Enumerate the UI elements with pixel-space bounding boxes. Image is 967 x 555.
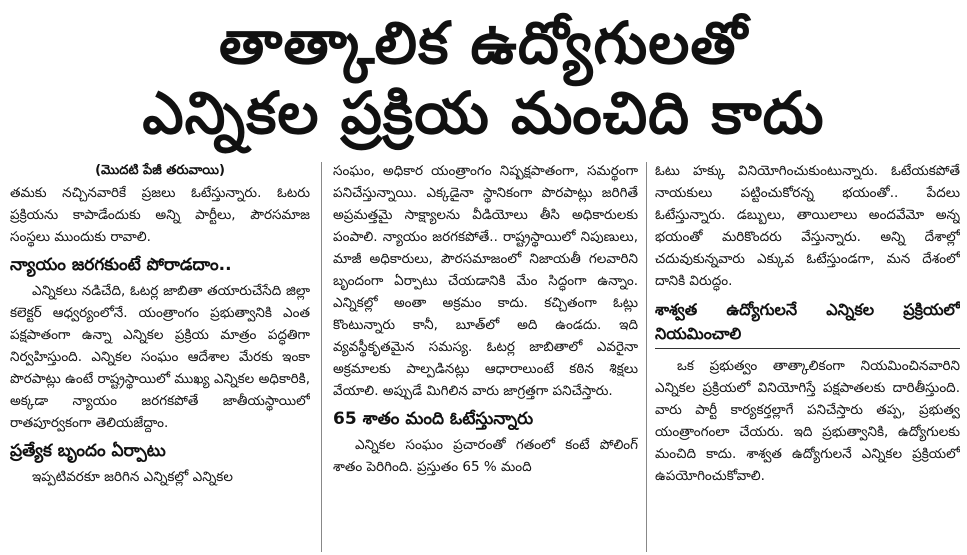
article-column-1 (10, 160, 310, 552)
paragraph: సంఘం, అధికార యంత్రాంగం నిష్పక్షపాతంగా, సమర్థంగా పనిచేస్తున్నాయి. ఎక్కడైనా స్థానికంగా పొరపాట్లు జరిగితే అప్రమత్తమై సాక్ష్యాలను వీడియోలు తీసి అధికారులకు పంపాలి. న్యాయం జరగకపోతే.. రాష్ట్రస్థాయిలో నిపుణులు, మాజీ అధికారులు, పౌరసమాజంలో నిజాయతీ గలవారిని బృందంగా ఏర్పాటు చేయడానికి మేం సిద్ధంగా ఉన్నాం. ఎన్నికల్లో అంతా అక్రమం కాదు. కచ్చితంగా ఓట్లు కొంటున్నారు కానీ, బూత్‌లో అది ఉండదు. ఇది వ్యవస్థీకృతమైన సమస్య. ఓటర్ల జాబితాలో ఎవరైనా అక్రమాలకు పాల్పడినట్లు ఆధారాలుంటే కఠిన శిక్షలు వేయాలి. అప్పుడే మిగిలిన వారు జాగ్రత్తగా పనిచేస్తారు. (333, 163, 638, 399)
paragraph: ఓటు హక్కు వినియోగించుకుంటున్నారు. ఓటేయకపోతే నాయకులు పట్టించుకోరన్న భయంతో.. పేదలు ఓటేస్తున్నారు. డబ్బులు, తాయిలాలు అందవేమో అన్న భయంతో మరికొందరు వేస్తున్నారు. అన్ని దేశాల్లో చదువుకున్నవారు ఎక్కువ ఓటేస్తుండగా, మన దేశంలో దానికి విరుద్ధం. (655, 163, 960, 289)
paragraph: ఎన్నికలు నడిచేది, ఓటర్ల జాబితా తయారుచేసేది జిల్లా కలెక్టర్ ఆధ్వర్యంలోనే. యంత్రాంగం ప్రభుత్వానికి ఎంత పక్షపాతంగా ఉన్నా ఎన్నికల ప్రక్రియ మాత్రం పద్ధతిగా నిర్వహిస్తుంది. ఎన్నికల సంఘం ఆదేశాల మేరకు ఇంకా పొరపాట్లు ఉంటే రాష్ట్రస్థాయిలో ముఖ్య ఎన్నికల అధికారికి, అక్కడా న్యాయం జరగకపోతే జాతీయస్థాయిలో రాతపూర్వకంగా తెలియజేద్దాం. (10, 283, 310, 431)
column-divider-1 (321, 162, 322, 552)
subheading: న్యాయం జరగకుంటే పోరాడదాం.. (10, 255, 232, 275)
subheading: శాశ్వత ఉద్యోగులనే ఎన్నికల ప్రక్రియలో నియమించాలి (655, 298, 960, 349)
paragraph: ఒక ప్రభుత్వం తాత్కాలికంగా నియమించినవారిని ఎన్నికల ప్రక్రియలో వినియోగిస్తే పక్షపాతలకు దారితీస్తుంది. వారు పార్టీ కార్యకర్తల్లాగే పనిచేస్తారు తప్ప, ప్రభుత్వ యంత్రాంగంలా చేయరు. ఇది ప్రభుత్వానికి, ఉద్యోగులకు మంచిది కాదు. శాశ్వత ఉద్యోగులనే ఎన్నికల ప్రక్రియలో ఉపయోగించుకోవాలి. (655, 358, 960, 484)
headline-line-2: ఎన్నికల ప్రక్రియ మంచిది కాదు (142, 79, 825, 147)
subheading: 65 శాతం మంది ఓటేస్తున్నారు (333, 409, 534, 429)
article-column-3 (655, 160, 960, 552)
article-column-2 (333, 160, 638, 552)
headline-line-1: తాత్కాలిక ఉద్యోగులతో (219, 9, 748, 77)
paragraph: తమకు నచ్చినవారికే ప్రజలు ఓటేస్తున్నారు. ఓటరు ప్రక్రియను కాపాడేందుకు అన్ని పార్టీలు, పౌరసమాజ సంస్థలు ముందుకు రావాలి. (10, 185, 310, 245)
paragraph: ఇప్పటివరకూ జరిగిన ఎన్నికల్లో ఎన్నికల (32, 469, 233, 485)
paragraph: ఎన్నికల సంఘం ప్రచారంతో గతంలో కంటే పోలింగ్ శాతం పెరిగింది. ప్రస్తుతం 65 % మంది (333, 437, 638, 475)
column-divider-2 (646, 162, 647, 552)
headline (0, 0, 967, 158)
continuation-note: (మొదటి పేజీ తరువాయి) (95, 163, 225, 178)
subheading: ప్రత్యేక బృందం ఏర్పాటు (10, 441, 166, 461)
